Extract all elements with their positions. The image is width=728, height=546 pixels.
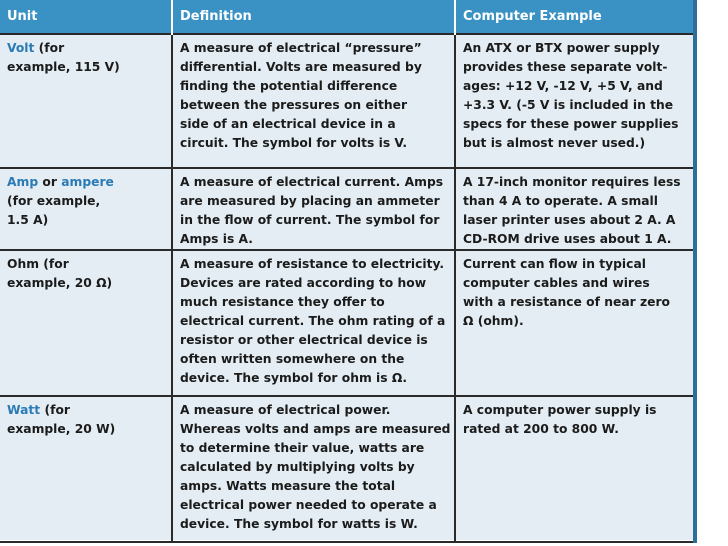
definition-line: finding the potential difference bbox=[180, 79, 398, 93]
definition-line: A measure of resistance to electricity. bbox=[180, 257, 445, 271]
example-cell bbox=[455, 396, 695, 542]
example-line: CD-ROM drive uses about 1 A. bbox=[463, 232, 672, 246]
definition-line: amps. Watts measure the total bbox=[180, 479, 396, 493]
definition-line: often written somewhere on the bbox=[180, 352, 405, 366]
definition-cell bbox=[172, 250, 455, 396]
definition-line: calculated by multiplying volts by bbox=[180, 460, 415, 474]
definition-line: device. The symbol for watts is W. bbox=[180, 517, 418, 531]
definition-line: much resistance they offer to bbox=[180, 295, 385, 309]
example-line: provides these separate volt- bbox=[463, 60, 668, 74]
header-row bbox=[0, 0, 695, 34]
table-row bbox=[0, 250, 695, 396]
definition-line: A measure of electrical power. bbox=[180, 403, 391, 417]
unit-line: example, 20 W) bbox=[7, 422, 116, 436]
unit-cell bbox=[0, 168, 172, 250]
definition-line: side of an electrical device in a bbox=[180, 117, 396, 131]
header-computer-example: Computer Example bbox=[455, 0, 695, 34]
definition-line: Amps is A. bbox=[180, 232, 253, 246]
example-line: An ATX or BTX power supply bbox=[463, 41, 660, 55]
definition-cell bbox=[172, 396, 455, 542]
table-row bbox=[0, 396, 695, 542]
unit-term: Amp bbox=[7, 175, 39, 189]
example-line: A computer power supply is bbox=[463, 403, 657, 417]
unit-line: 1.5 A) bbox=[7, 213, 49, 227]
definition-line: between the pressures on either bbox=[180, 98, 408, 112]
example-line: rated at 200 to 800 W. bbox=[463, 422, 619, 436]
unit-line: example, 20 Ω) bbox=[7, 276, 113, 290]
definition-line: are measured by placing an ammeter bbox=[180, 194, 440, 208]
definition-line: electrical current. The ohm rating of a bbox=[180, 314, 446, 328]
definition-line: A measure of electrical “pressure” bbox=[180, 41, 422, 55]
unit-line: Amp or ampere bbox=[7, 175, 114, 189]
example-line: but is almost never used.) bbox=[463, 136, 646, 150]
unit-term: Volt bbox=[7, 41, 35, 55]
definition-line: circuit. The symbol for volts is V. bbox=[180, 136, 408, 150]
example-line: specs for these power supplies bbox=[463, 117, 679, 131]
unit-cell bbox=[0, 250, 172, 396]
unit-cell bbox=[0, 34, 172, 168]
unit-term: ampere bbox=[61, 175, 114, 189]
example-line: laser printer uses about 2 A. A bbox=[463, 213, 676, 227]
example-cell bbox=[455, 250, 695, 396]
example-line: Ω (ohm). bbox=[463, 314, 524, 328]
definition-cell bbox=[172, 34, 455, 168]
unit-cell bbox=[0, 396, 172, 542]
unit-line: (for example, bbox=[7, 194, 101, 208]
unit-line: Volt (for bbox=[7, 41, 65, 55]
definition-line: device. The symbol for ohm is Ω. bbox=[180, 371, 407, 385]
header-definition: Definition bbox=[172, 0, 455, 34]
unit-line: Ohm (for bbox=[7, 257, 69, 271]
unit-line: example, 115 V) bbox=[7, 60, 120, 74]
definition-line: differential. Volts are measured by bbox=[180, 60, 422, 74]
example-line: than 4 A to operate. A small bbox=[463, 194, 658, 208]
table-row bbox=[0, 168, 695, 250]
definition-line: in the flow of current. The symbol for bbox=[180, 213, 440, 227]
example-line: ages: +12 V, -12 V, +5 V, and bbox=[463, 79, 663, 93]
example-line: with a resistance of near zero bbox=[463, 295, 670, 309]
example-line: +3.3 V. (-5 V is included in the bbox=[463, 98, 674, 112]
unit-line: Watt (for bbox=[7, 403, 70, 417]
definition-line: Devices are rated according to how bbox=[180, 276, 427, 290]
definition-line: Whereas volts and amps are measured bbox=[180, 422, 451, 436]
example-line: computer cables and wires bbox=[463, 276, 650, 290]
example-cell bbox=[455, 34, 695, 168]
header-unit: Unit bbox=[0, 0, 172, 34]
definition-cell bbox=[172, 168, 455, 250]
example-line: Current can flow in typical bbox=[463, 257, 646, 271]
example-line: A 17-inch monitor requires less bbox=[463, 175, 681, 189]
example-cell bbox=[455, 168, 695, 250]
unit-term: Watt bbox=[7, 403, 41, 417]
table-row bbox=[0, 34, 695, 168]
definition-line: resistor or other electrical device is bbox=[180, 333, 428, 347]
definition-line: electrical power needed to operate a bbox=[180, 498, 437, 512]
definition-line: A measure of electrical current. Amps bbox=[180, 175, 444, 189]
definition-line: to determine their value, watts are bbox=[180, 441, 425, 455]
